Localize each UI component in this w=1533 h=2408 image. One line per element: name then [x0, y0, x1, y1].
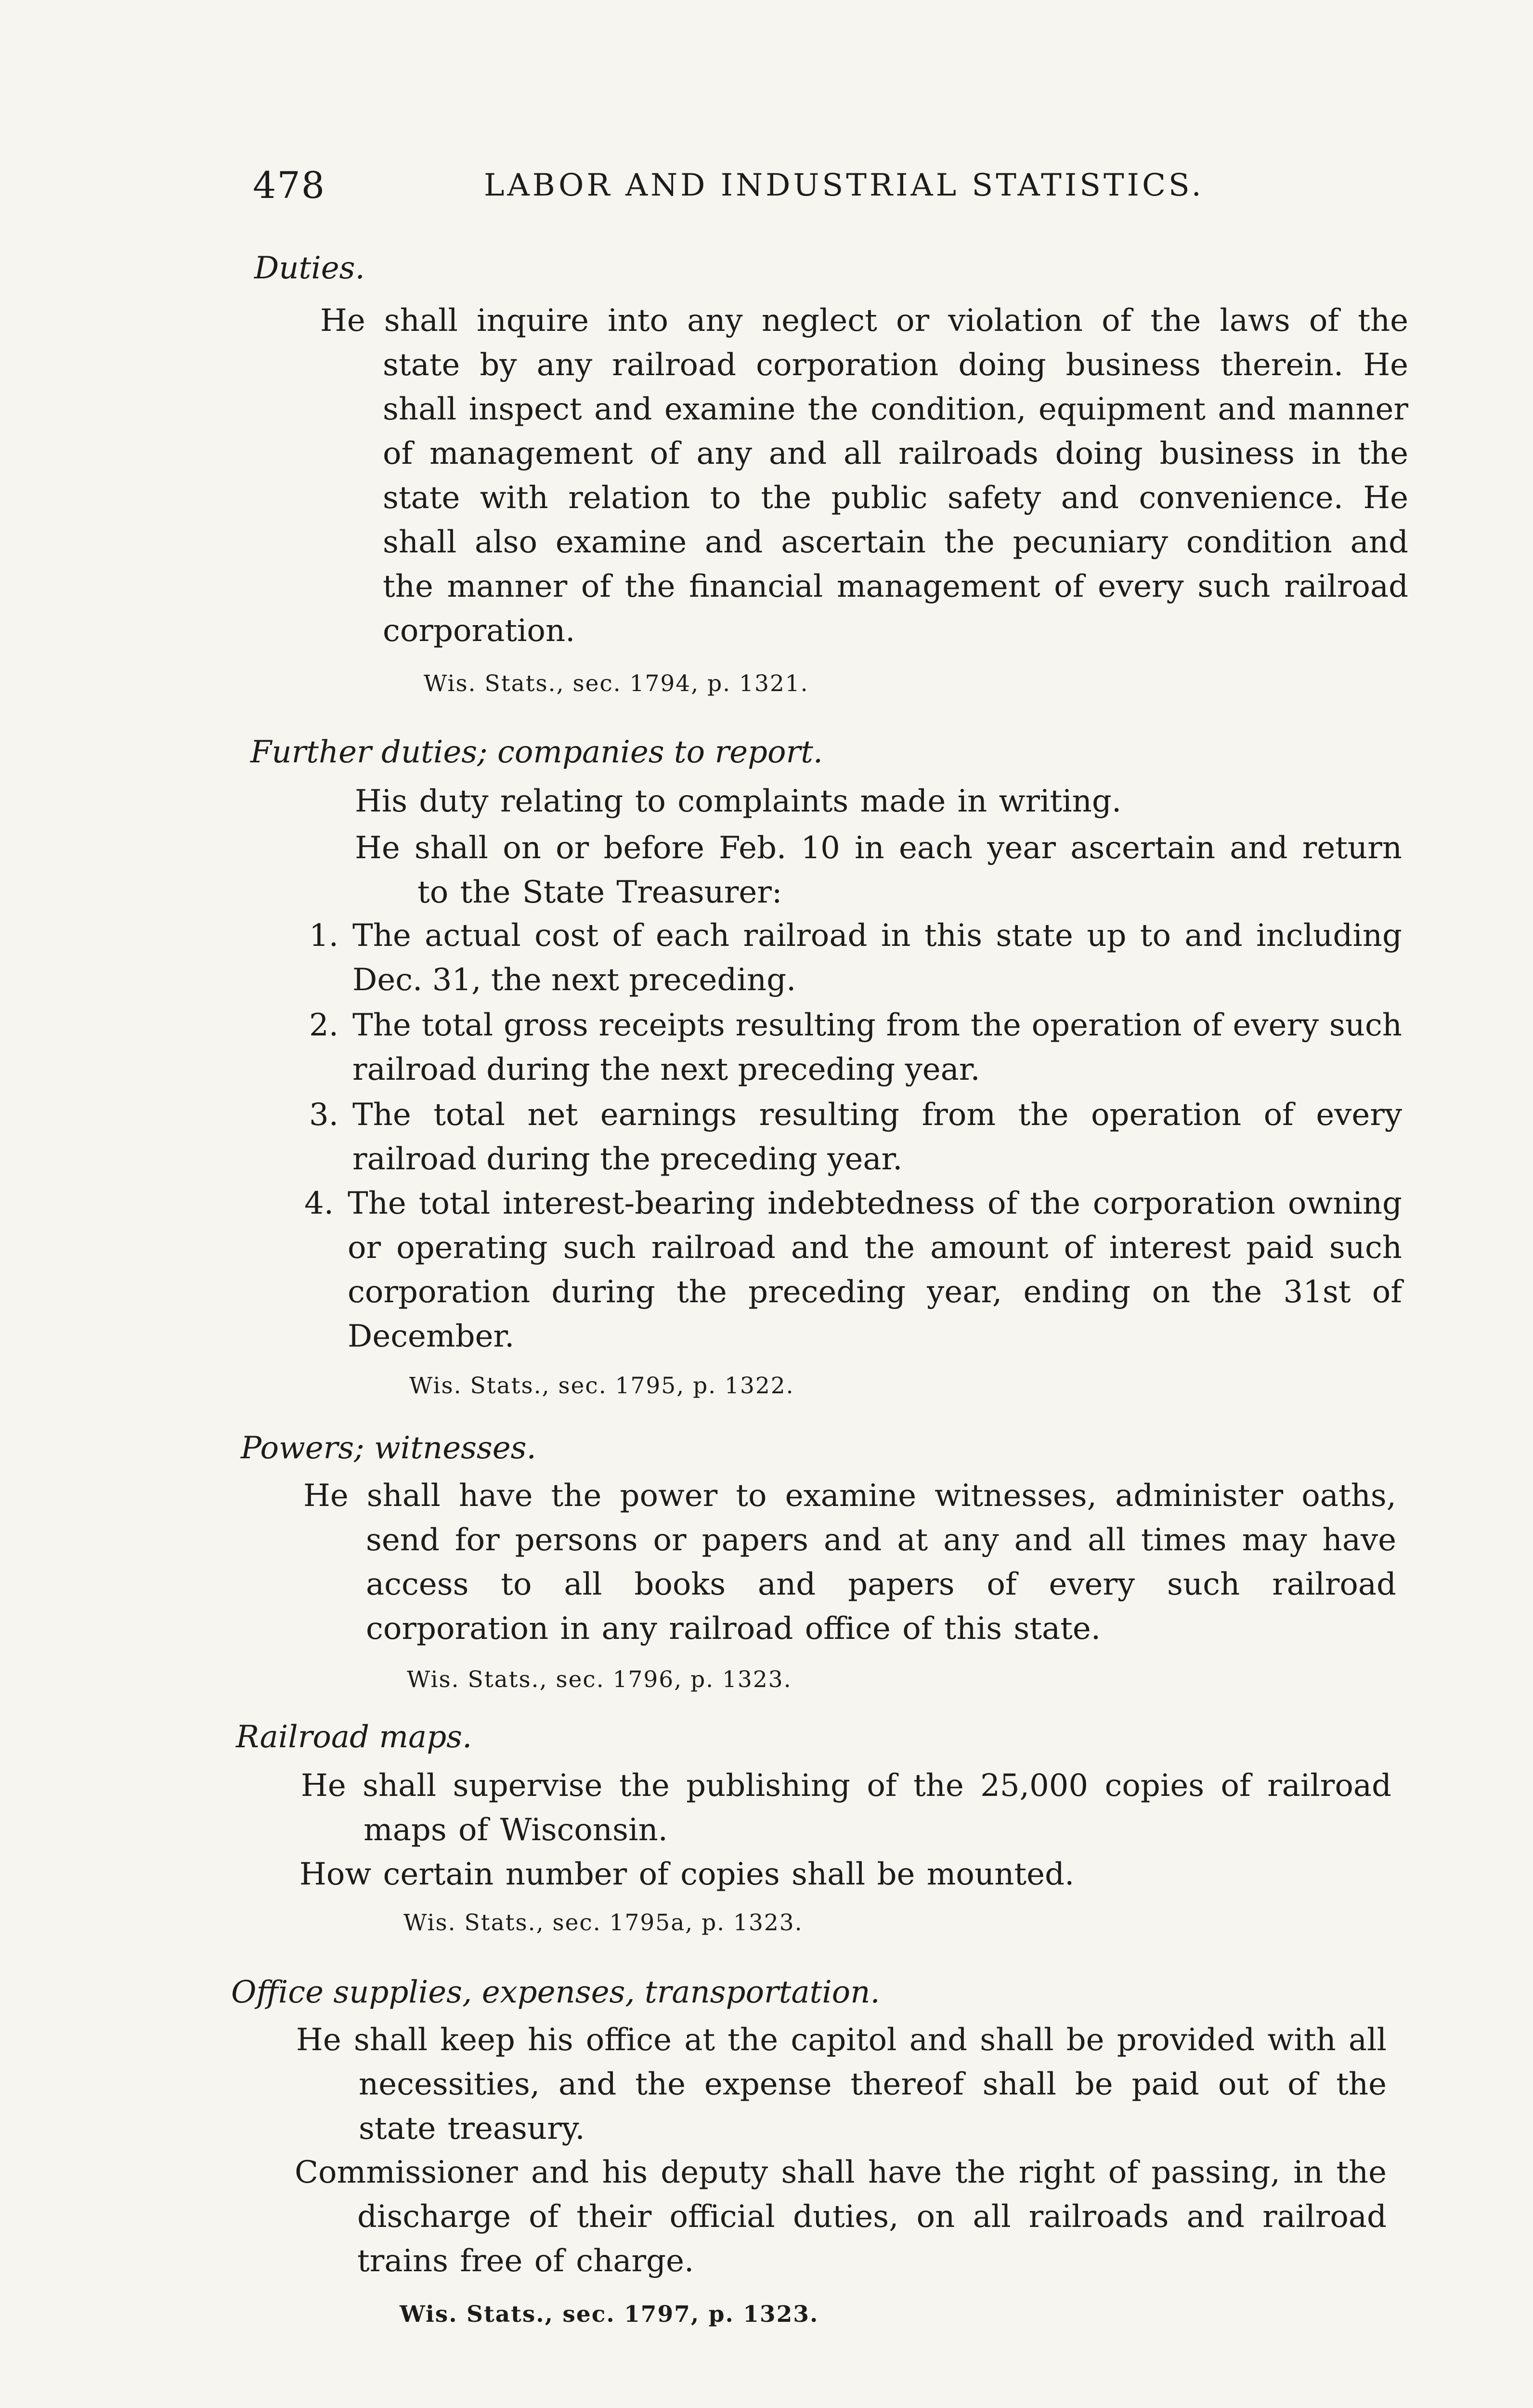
further-duties-line-1: His duty relating to complaints made in writing. — [355, 784, 1122, 819]
citation-office: Wis. Stats., sec. 1797, p. 1323. — [400, 2301, 819, 2328]
section-heading-powers: Powers; witnesses. — [241, 1430, 536, 1466]
list-item-text: The total net earnings resulting from the operation of every railroad during the preceding year. — [352, 1097, 1402, 1177]
list-item-text: The total interest-bearing indebtedness of the corporation owning or operating such railroad and the amount of interest paid such corporation during the preceding year, ending on the 31st of December. — [348, 1186, 1402, 1354]
citation-powers: Wis. Stats., sec. 1796, p. 1323. — [407, 1666, 792, 1693]
list-item-number: 2. — [309, 1008, 339, 1043]
section-heading-duties: Duties. — [254, 250, 365, 286]
list-item-2 — [309, 1003, 1402, 1092]
section-heading-office-supplies: Office supplies, expenses, transportation. — [231, 1975, 880, 2010]
list-item-text: The total gross receipts resulting from the operation of every such railroad during the next preceding year. — [352, 1008, 1402, 1087]
page-number: 478 — [253, 164, 326, 207]
list-item-3 — [309, 1093, 1402, 1181]
citation-duties: Wis. Stats., sec. 1794, p. 1321. — [424, 670, 809, 697]
maps-line-2: How certain number of copies shall be mounted. — [299, 1857, 1075, 1892]
citation-maps: Wis. Stats., sec. 1795a, p. 1323. — [403, 1910, 803, 1936]
list-item-text: The actual cost of each railroad in this state up to and including Dec. 31, the next preceding. — [352, 918, 1402, 998]
further-duties-line-2: He shall on or before Feb. 10 in each year ascertain and return to the State Treasurer: — [355, 830, 1402, 910]
maps-line-1: He shall supervise the publishing of the 25,000 copies of railroad maps of Wisconsin. — [301, 1768, 1391, 1848]
office-line-2: Commissioner and his deputy shall have the right of passing, in the discharge of their official duties, on all railroads and railroad trains free of charge. — [295, 2155, 1387, 2279]
list-item-4 — [304, 1181, 1402, 1359]
list-item-number: 1. — [309, 918, 339, 954]
duties-paragraph: He shall inquire into any neglect or violation of the laws of the state by any railroad corporation doing business therein. He shall inspect and examine the condition, equipment and manner of management of any and all railroads doing business in the state with relation to the public safety and convenience. He shall also examine and ascertain the pecuniary condition and the manner of the financial management of every such railroad corporation. — [320, 303, 1408, 649]
page-header — [253, 164, 1379, 217]
section-heading-railroad-maps: Railroad maps. — [236, 1719, 472, 1755]
list-item-1 — [309, 914, 1402, 1002]
list-item-number: 4. — [304, 1186, 334, 1221]
powers-paragraph: He shall have the power to examine witnesses, administer oaths, send for persons or papers and at any and all times may have access to all books and papers of every such railroad corporation in any railroad office of this state. — [303, 1478, 1396, 1647]
office-line-1: He shall keep his office at the capitol and shall be provided with all necessities, and the expense thereof shall be paid out of the state treasury. — [296, 2022, 1387, 2146]
list-item-number: 3. — [309, 1097, 339, 1133]
citation-further-duties: Wis. Stats., sec. 1795, p. 1322. — [409, 1373, 794, 1399]
section-heading-further-duties: Further duties; companies to report. — [250, 734, 823, 770]
running-title: LABOR AND INDUSTRIAL STATISTICS. — [484, 168, 1204, 203]
